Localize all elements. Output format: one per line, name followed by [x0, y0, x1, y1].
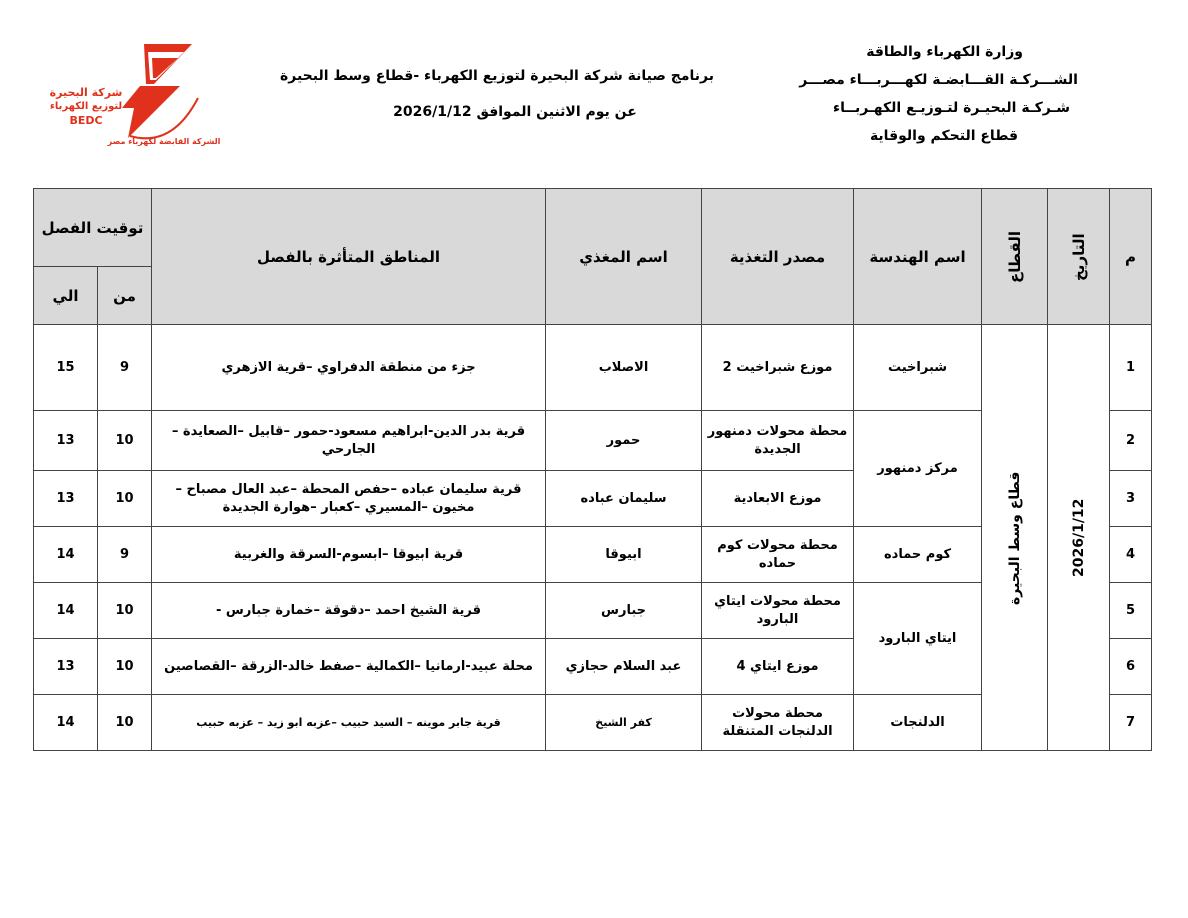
cell-num: 5: [1110, 583, 1152, 639]
ministry-line: وزارة الكهرباء والطاقة: [866, 44, 1023, 60]
logo-text-mid: لتوزيع الكهرباء: [49, 101, 123, 112]
bedc-logo: [49, 38, 221, 150]
header-source: مصدر التغذية: [702, 189, 854, 325]
cell-feeder: كفر الشيخ: [546, 695, 702, 751]
holding-company-line: الشـــركـة القـــابضـة لكهـــربـــاء مصـــر: [799, 72, 1078, 88]
cell-feeder: الاصلاب: [546, 325, 702, 411]
cell-source: موزع الابعادية: [702, 471, 854, 527]
header-from: من: [98, 267, 152, 325]
cell-date-merged: 2026/1/12: [1048, 325, 1110, 751]
cell-sector-merged: قطاع وسط البحيرة: [982, 325, 1048, 751]
logo-text-abbr: BEDC: [69, 114, 103, 127]
header-time: توقيت الفصل: [34, 189, 152, 267]
cell-areas: قرية جابر موينه – السيد حبيب –عزبه ابو زيد – عزبه حبيب: [152, 695, 546, 751]
logo-text-arc: الشركة القابضة لكهرباء مصر: [107, 137, 221, 146]
cell-engineering: الدلنجات: [854, 695, 982, 751]
cell-areas: قرية بدر الدين-ابراهيم مسعود-حمور –قابيل –الصعايدة – الجارحي: [152, 411, 546, 471]
cell-from: 10: [98, 695, 152, 751]
cell-num: 3: [1110, 471, 1152, 527]
cell-source: موزع ايتاي 4: [702, 639, 854, 695]
cell-engineering: شبراخيت: [854, 325, 982, 411]
program-title: برنامج صيانة شركة البحيرة لتوزيع الكهرباء -قطاع وسط البحيرة: [279, 68, 714, 84]
cell-num: 6: [1110, 639, 1152, 695]
cell-feeder: حمور: [546, 411, 702, 471]
header-feeder: اسم المغذي: [546, 189, 702, 325]
cell-source: موزع شبراخيت 2: [702, 325, 854, 411]
cell-to: 13: [34, 639, 98, 695]
cell-areas: قرية الشيخ احمد –دقوقة –خمارة جبارس -: [152, 583, 546, 639]
department-line: قطاع التحكم والوقاية: [869, 128, 1018, 144]
cell-to: 15: [34, 325, 98, 411]
cell-engineering: مركز دمنهور: [854, 411, 982, 527]
cell-source: محطة محولات ايتاي البارود: [702, 583, 854, 639]
cell-areas: جزء من منطقة الدفراوي –قرية الازهري: [152, 325, 546, 411]
cell-to: 14: [34, 695, 98, 751]
cell-areas: محلة عبيد-ارمانيا –الكمالية –صفط خالد-الزرقة –القصاصين: [152, 639, 546, 695]
cell-num: 2: [1110, 411, 1152, 471]
maintenance-schedule-table: [33, 188, 1152, 751]
cell-from: 10: [98, 583, 152, 639]
cell-feeder: جبارس: [546, 583, 702, 639]
program-date-line: عن يوم الاثنين الموافق 2026/1/12: [393, 104, 637, 120]
cell-num: 7: [1110, 695, 1152, 751]
cell-to: 14: [34, 583, 98, 639]
cell-feeder: عبد السلام حجازي: [546, 639, 702, 695]
header-date: التاريخ: [1048, 189, 1110, 325]
cell-num: 1: [1110, 325, 1152, 411]
cell-feeder: سليمان عباده: [546, 471, 702, 527]
cell-feeder: ابيوقا: [546, 527, 702, 583]
cell-to: 14: [34, 527, 98, 583]
cell-engineering: ايتاي البارود: [854, 583, 982, 695]
cell-areas: قرية سليمان عباده –حفص المحطة –عبد العال مصباح –مخيون –المسيري –كعبار –هوارة الجديدة: [152, 471, 546, 527]
cell-from: 9: [98, 527, 152, 583]
cell-source: محطة محولات الدلنجات المتنقلة: [702, 695, 854, 751]
cell-from: 10: [98, 411, 152, 471]
header-areas: المناطق المتأثرة بالفصل: [152, 189, 546, 325]
company-line: شـركـة البحيـرة لتـوزيـع الكهـربــاء: [832, 100, 1070, 116]
cell-from: 10: [98, 639, 152, 695]
cell-to: 13: [34, 411, 98, 471]
cell-areas: قرية ابيوقا –ابسوم-السرقة والغربية: [152, 527, 546, 583]
cell-num: 4: [1110, 527, 1152, 583]
table-row: [34, 325, 1152, 411]
header-sector: القطاع: [982, 189, 1048, 325]
cell-to: 13: [34, 471, 98, 527]
header-engineering: اسم الهندسة: [854, 189, 982, 325]
cell-source: محطة محولات كوم حماده: [702, 527, 854, 583]
cell-from: 9: [98, 325, 152, 411]
header-num: م: [1110, 189, 1152, 325]
header-to: الي: [34, 267, 98, 325]
logo-text-top: شركة البحيرة: [49, 86, 123, 99]
cell-engineering: كوم حماده: [854, 527, 982, 583]
cell-source: محطة محولات دمنهور الجديدة: [702, 411, 854, 471]
cell-from: 10: [98, 471, 152, 527]
